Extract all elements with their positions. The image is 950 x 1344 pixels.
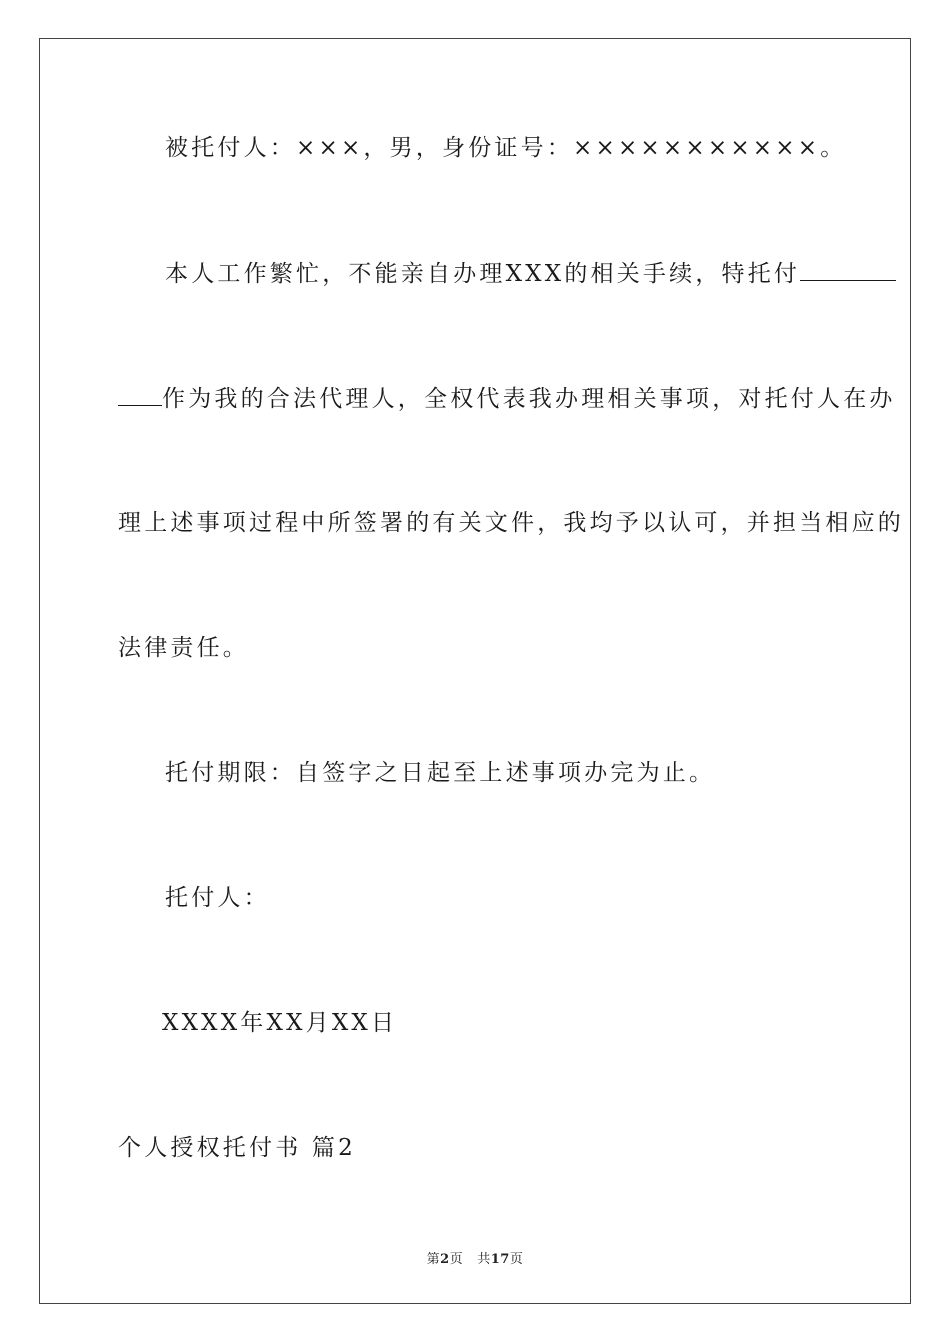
blank-underline [800, 258, 896, 281]
paragraph-trustee: 被托付人：×××，男，身份证号：×××××××××××。 [165, 135, 847, 161]
paragraph-period: 托付期限：自签字之日起至上述事项办完为止。 [165, 760, 716, 786]
section-title: 个人授权托付书 篇2 [118, 1135, 356, 1161]
paragraph-statement-line-2 [118, 383, 896, 414]
blank-underline [118, 383, 162, 406]
footer-total-pages: 17 [490, 1252, 510, 1267]
footer-page-prefix: 第 [426, 1252, 441, 1267]
page-footer [0, 1248, 950, 1267]
statement-text: 作为我的合法代理人，全权代表我办理相关事项，对托付人在办 [162, 386, 896, 412]
paragraph-statement-line-1 [165, 258, 885, 289]
paragraph-statement-line-4: 法律责任。 [118, 635, 249, 661]
footer-page-number: 2 [440, 1252, 450, 1267]
footer-total-suffix: 页 [509, 1252, 524, 1267]
paragraph-principal: 托付人： [165, 885, 270, 911]
page-border [39, 38, 911, 1304]
statement-text: 本人工作繁忙，不能亲自办理XXX的相关手续，特托付 [165, 261, 801, 287]
paragraph-date: XXXX年XX月XX日 [162, 1010, 398, 1036]
paragraph-statement-line-3: 理上述事项过程中所签署的有关文件，我均予以认可，并担当相应的 [118, 510, 904, 536]
footer-page-suffix: 页 [449, 1252, 464, 1267]
footer-total-prefix: 共 [477, 1252, 491, 1267]
